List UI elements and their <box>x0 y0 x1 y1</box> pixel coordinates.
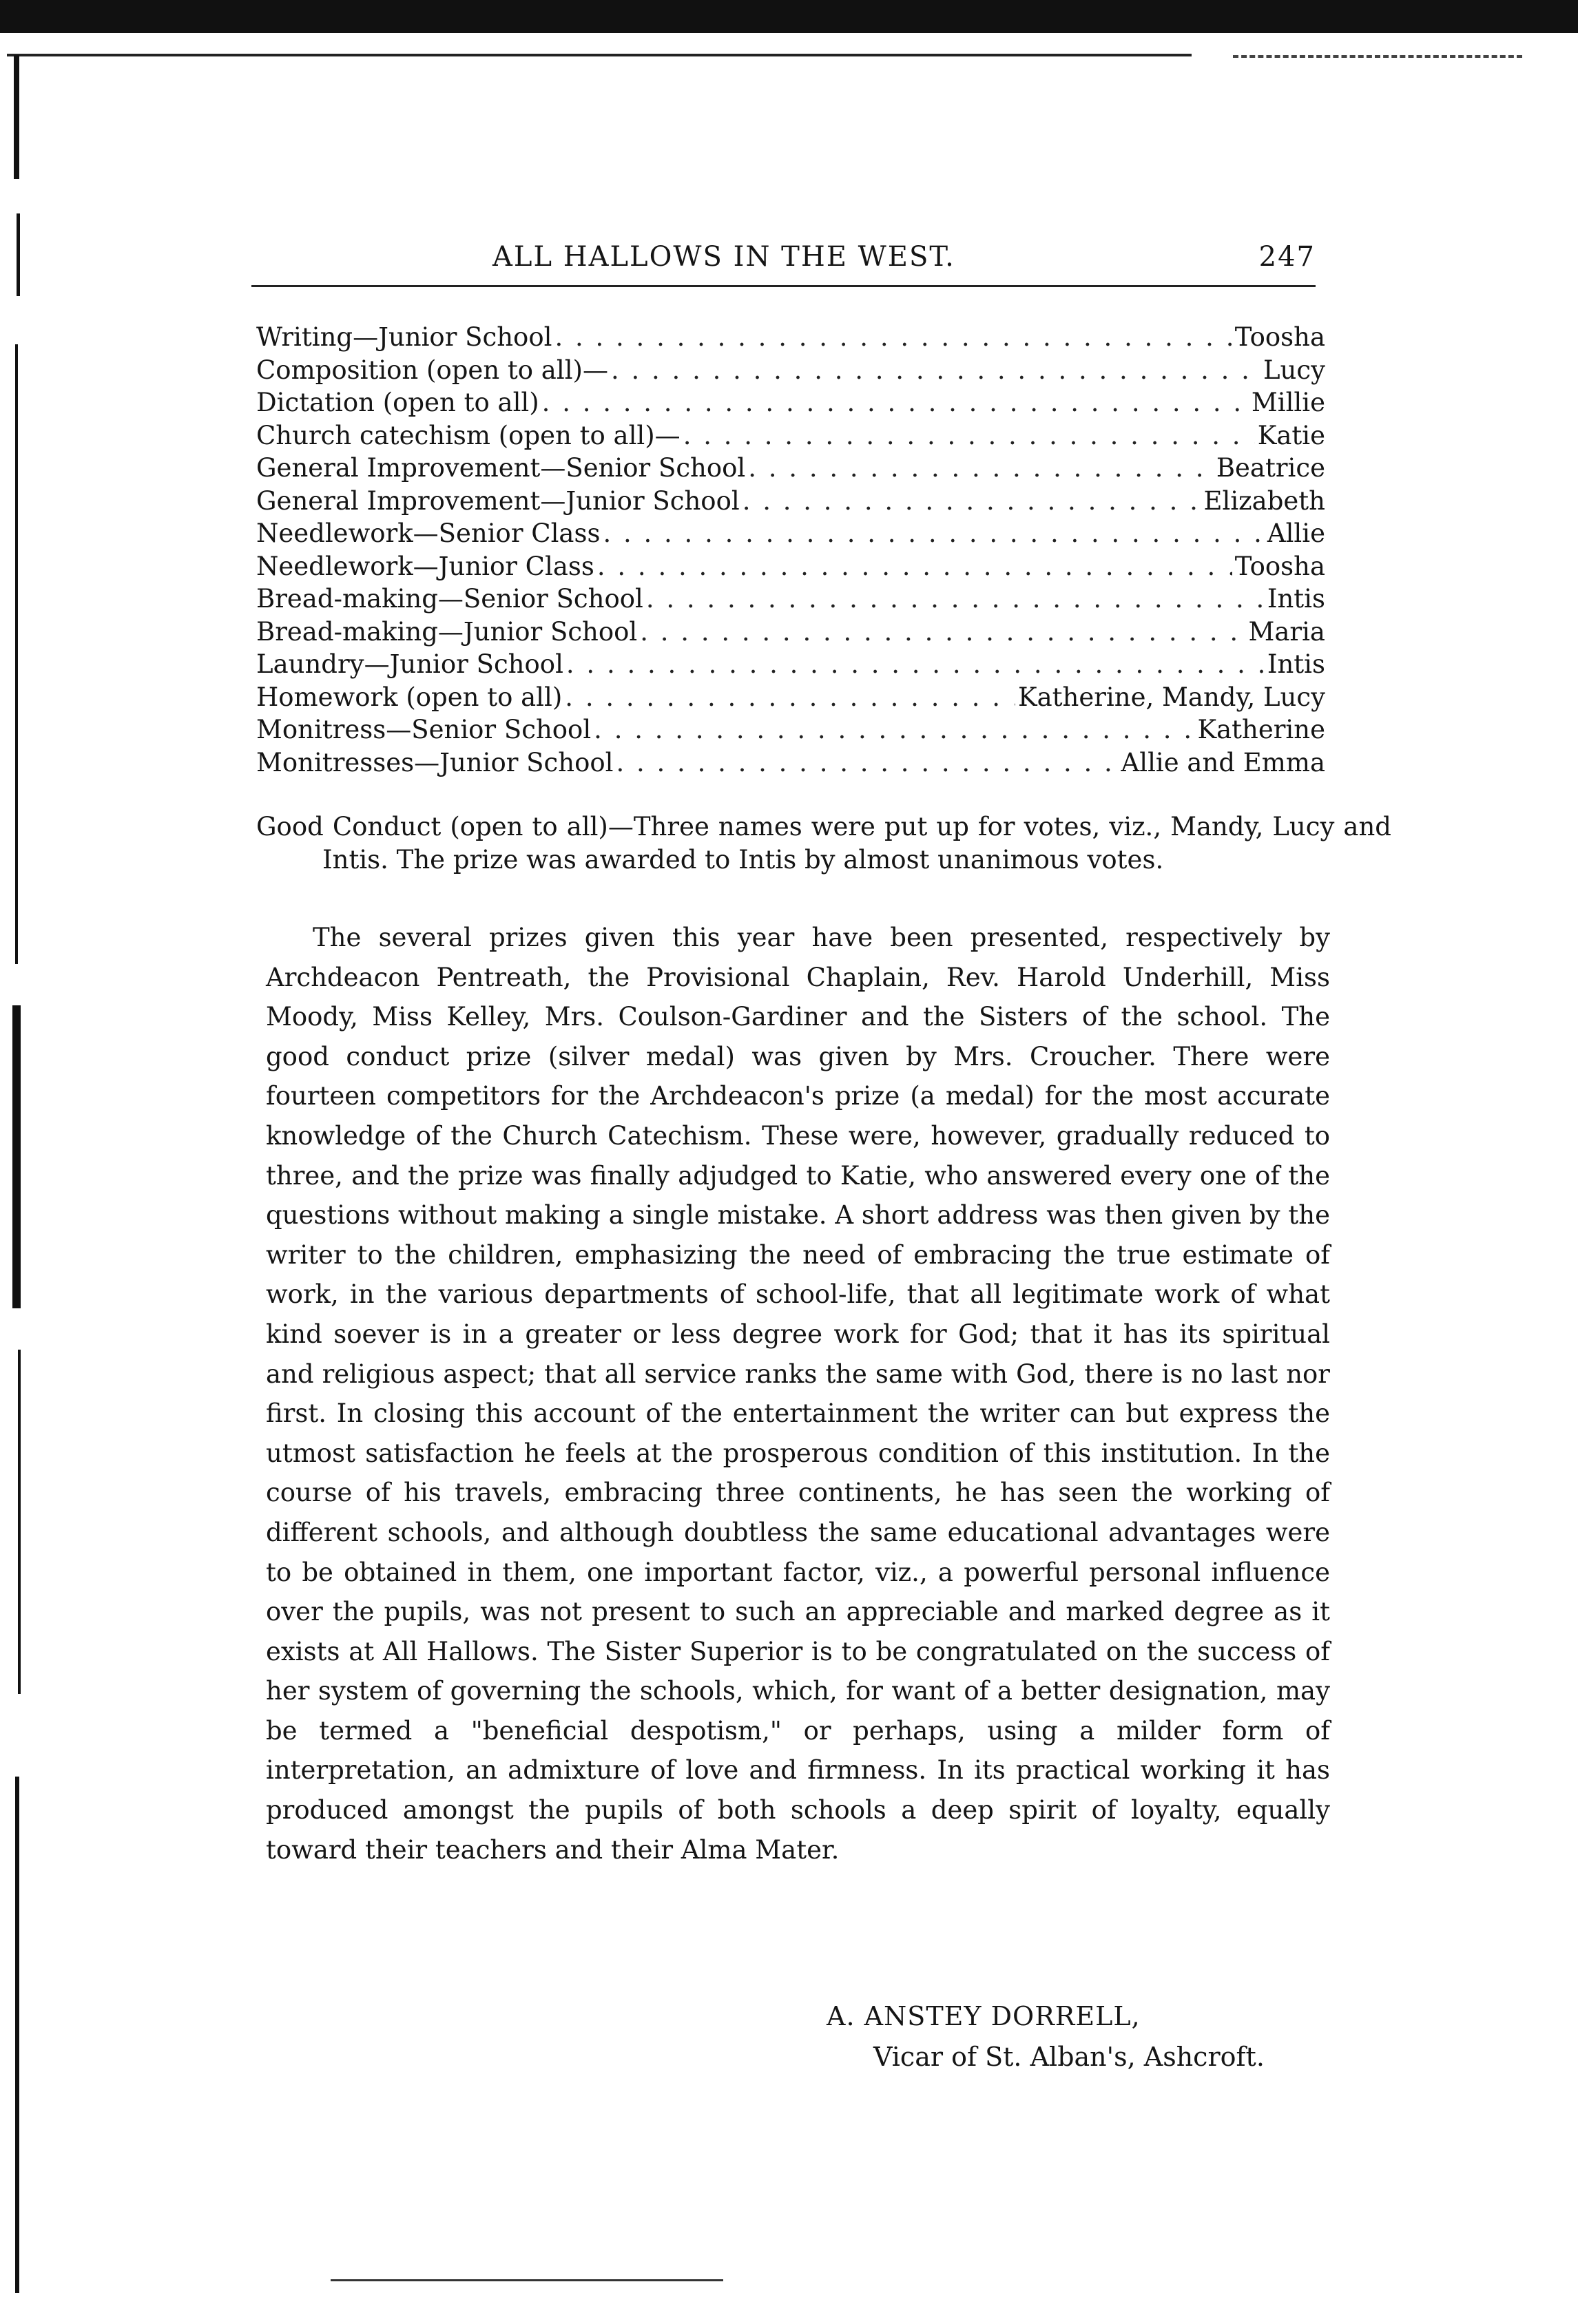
prize-row <box>256 713 1325 746</box>
scan-rule-dashed <box>1233 55 1522 58</box>
prize-category: Laundry—Junior School <box>256 649 563 679</box>
prize-category: General Improvement—Junior School <box>256 485 740 516</box>
dot-leader <box>743 485 1201 518</box>
prize-row <box>256 746 1325 779</box>
prize-winner: Maria <box>1248 616 1325 647</box>
dot-leader <box>646 583 1265 616</box>
prize-category: Needlework—Junior Class <box>256 551 594 581</box>
prize-winner: Lucy <box>1263 355 1325 385</box>
prize-winner: Toosha <box>1234 322 1325 352</box>
prize-winner: Millie <box>1251 388 1325 417</box>
prize-row <box>256 419 1325 452</box>
prize-row <box>256 681 1325 714</box>
running-title: ALL HALLOWS IN THE WEST. <box>492 241 955 273</box>
dot-leader <box>594 713 1194 746</box>
good-conduct-paragraph: Good Conduct (open to all)—Three names were put up for votes, viz., Mandy, Lucy and Intis. The prize was awarded to Intis by almost unanimous votes. <box>256 812 1391 875</box>
body-paragraph: The several prizes given this year have been presented, respectively by Archdeacon Pentreath, the Provisional Chaplain, Rev. Harold Underhill, Miss Moody, Miss Kelley, Mrs. Coulson-Gardiner and the Sisters of the school. The good conduct prize (silver medal) was given by Mrs. Croucher. There were fourteen competitors for the Archdeacon's prize (a medal) for the most accurate knowledge of the Church Catechism. These were, however, gradually reduced to three, and the prize was finally adjudged to Katie, who answered every one of the questions without making a single mistake. A short address was then given by the writer to the children, emphasizing the need of embracing the true estimate of work, in the various departments of school-life, that all legitimate work of what kind soever is in a greater or less degree work for God; that it has its spiritual and religious aspect; that all service ranks the same with God, there is no last nor first. In closing this account of the entertainment the writer can but express the utmost satisfaction he feels at the prosperous condition of this institution. In the course of his travels, embracing three continents, he has seen the working of different schools, and although doubtless the same educational advantages were to be obtained in them, one important factor, viz., a powerful personal influence over the pupils, was not present to such an appreciable and marked degree as it exists at All Hallows. The Sister Superior is to be congratulated on the success of her system of governing the schools, which, for want of a better designation, may be termed a "beneficial despotism," or perhaps, using a milder form of interpretation, an admixture of love and firmness. In its practical working it has produced amongst the pupils of both schools a deep spirit of loyalty, equally toward their teachers and their Alma Mater. <box>266 923 1330 1865</box>
prize-row <box>256 354 1325 387</box>
dot-leader <box>748 452 1214 485</box>
prize-row <box>256 485 1325 518</box>
signature-title: Vicar of St. Alban's, Ashcroft. <box>873 2042 1265 2072</box>
dot-leader <box>542 386 1249 419</box>
running-header <box>251 241 1316 287</box>
dot-leader <box>566 648 1265 681</box>
prize-row <box>256 616 1325 649</box>
prize-winner: Intis <box>1267 584 1325 614</box>
prize-category: Bread-making—Senior School <box>256 584 643 614</box>
dot-leader <box>597 550 1232 583</box>
prize-winner: Katherine <box>1197 715 1325 744</box>
prize-winner: Beatrice <box>1216 453 1325 483</box>
scan-left-edge <box>12 55 33 2293</box>
dot-leader <box>565 681 1015 714</box>
prize-category: Church catechism (open to all)— <box>256 420 681 450</box>
prize-category: Composition (open to all)— <box>256 355 608 385</box>
prize-winner: Intis <box>1267 649 1325 679</box>
prize-winner: Allie <box>1267 519 1325 548</box>
prize-winner: Allie and Emma <box>1121 747 1325 777</box>
prize-category: Needlework—Senior Class <box>256 519 601 548</box>
prize-row <box>256 452 1325 485</box>
scan-border-top <box>0 0 1578 33</box>
prize-row <box>256 321 1325 354</box>
prize-row <box>256 517 1325 550</box>
scan-rule-top <box>7 54 1192 56</box>
dot-leader <box>603 517 1264 550</box>
prize-winner: Toosha <box>1234 551 1325 581</box>
prize-list <box>256 321 1325 779</box>
prize-row <box>256 583 1325 616</box>
prize-winner: Elizabeth <box>1203 485 1325 516</box>
dot-leader <box>611 354 1260 387</box>
prize-category: Bread-making—Junior School <box>256 616 638 647</box>
prize-category: Monitresses—Junior School <box>256 747 614 777</box>
prize-category: General Improvement—Senior School <box>256 453 746 483</box>
prize-winner: Katie <box>1257 420 1325 450</box>
prize-row <box>256 550 1325 583</box>
prize-category: Homework (open to all) <box>256 682 563 712</box>
page-number: 247 <box>1258 241 1316 273</box>
dot-leader <box>683 419 1255 452</box>
prize-category: Dictation (open to all) <box>256 388 539 417</box>
prize-winner: Katherine, Mandy, Lucy <box>1017 682 1325 712</box>
prize-row <box>256 648 1325 681</box>
signature-name: A. ANSTEY DORRELL, <box>827 2001 1141 2031</box>
scan-rule-bottom <box>331 2279 723 2281</box>
dot-leader <box>616 746 1118 779</box>
prize-category: Writing—Junior School <box>256 322 552 352</box>
prize-row <box>256 386 1325 419</box>
prize-category: Monitress—Senior School <box>256 715 592 744</box>
dot-leader <box>554 321 1232 354</box>
dot-leader <box>640 616 1245 649</box>
